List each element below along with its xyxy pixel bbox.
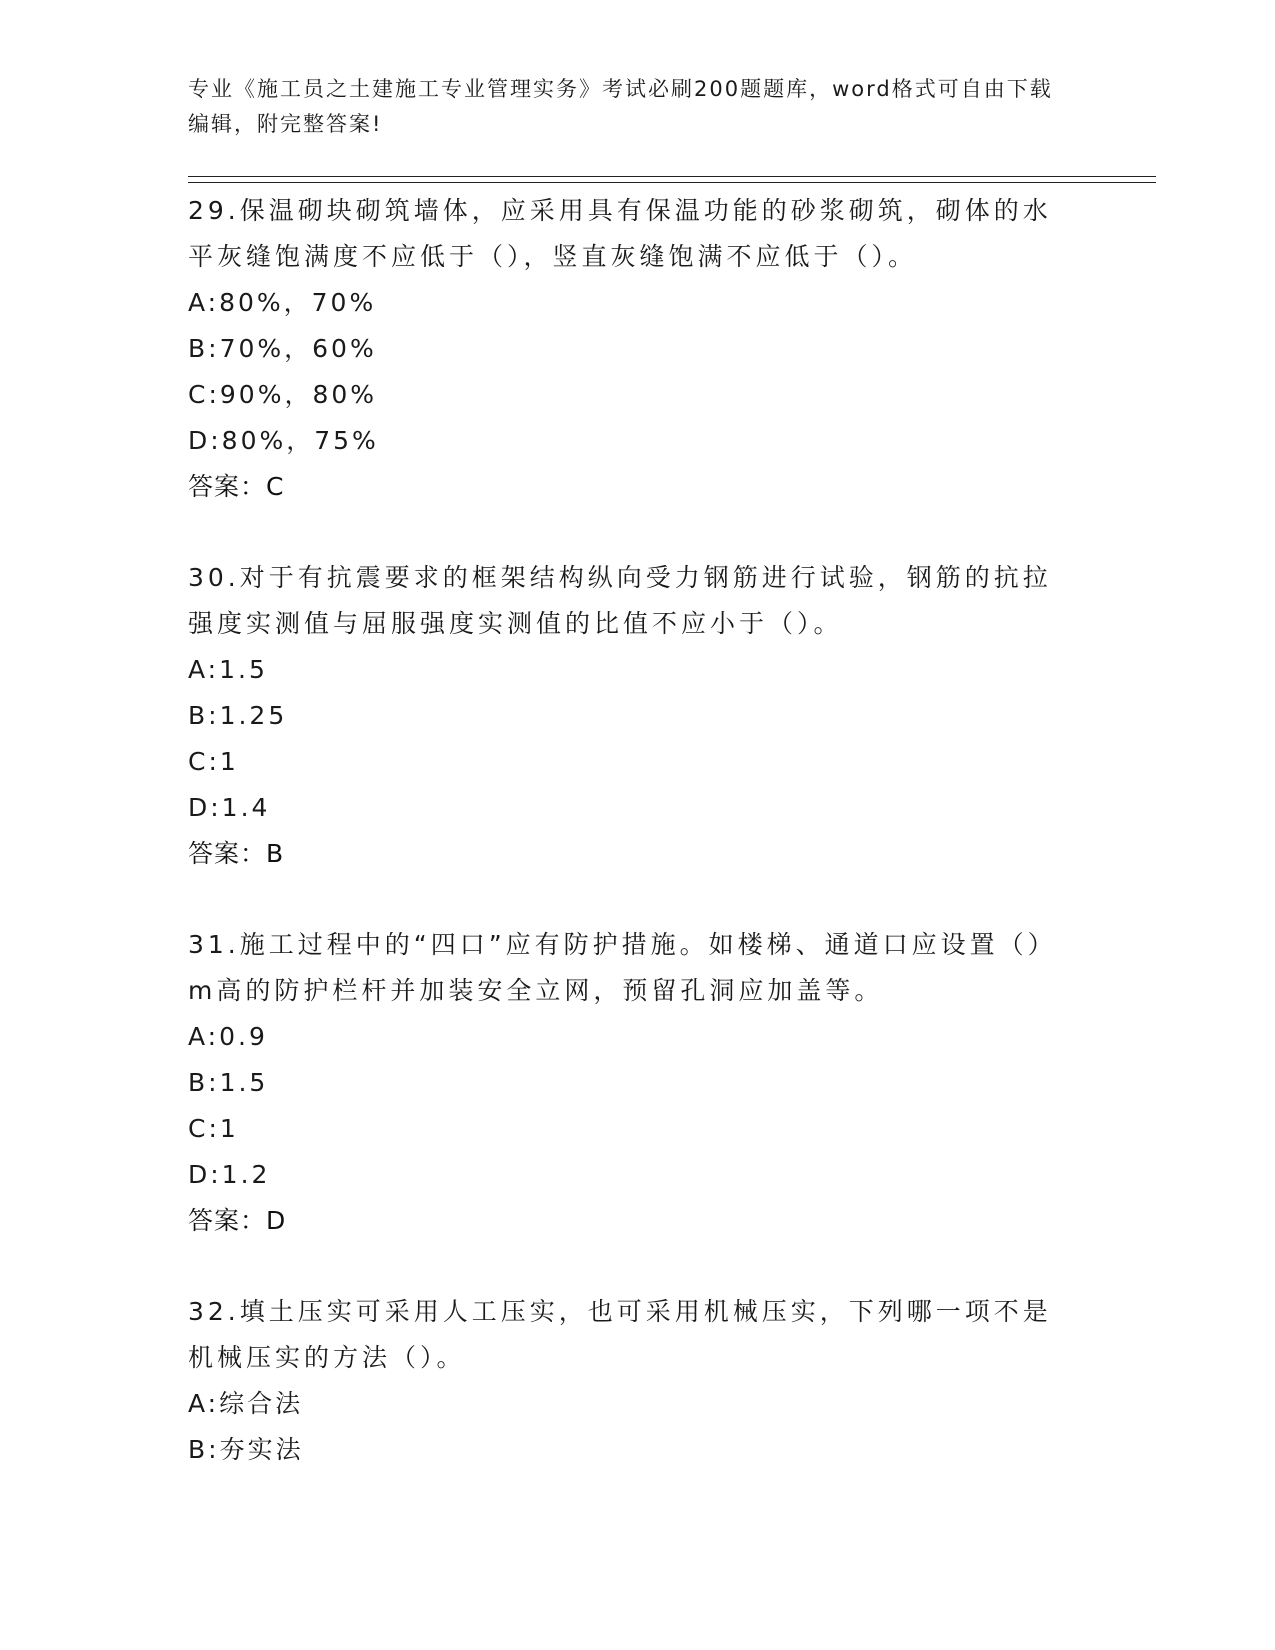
document-header: 专业《施工员之土建施工专业管理实务》考试必刷200题题库，word格式可自由下载编辑，附完整答案! <box>188 77 1053 136</box>
question-stem: 32.填土压实可采用人工压实，也可采用机械压实，下列哪一项不是机械压实的方法（）。 <box>188 1297 1052 1372</box>
header-divider-bottom <box>188 182 1156 183</box>
question-stem: 31.施工过程中的“四口”应有防护措施。如楼梯、通道口应设置（）m高的防护栏杆并加装安全立网，预留孔洞应加盖等。 <box>188 930 1057 1005</box>
answer-line: 答案：C <box>188 472 285 501</box>
answer-line: 答案：D <box>188 1206 287 1235</box>
option-a: A:综合法 <box>188 1389 304 1418</box>
option-b: B:1.25 <box>188 701 288 730</box>
question-30 <box>188 555 1088 877</box>
answer-line: 答案：B <box>188 839 285 868</box>
option-a: A:0.9 <box>188 1022 268 1051</box>
option-c: C:1 <box>188 1114 239 1143</box>
question-29 <box>188 188 1088 510</box>
option-c: C:90%，80% <box>188 380 378 409</box>
option-b: B:夯实法 <box>188 1435 304 1464</box>
option-d: D:1.2 <box>188 1160 271 1189</box>
option-b: B:70%，60% <box>188 334 377 363</box>
header-divider-top <box>188 176 1156 177</box>
option-a: A:80%，70% <box>188 288 377 317</box>
option-b: B:1.5 <box>188 1068 269 1097</box>
question-31 <box>188 922 1088 1244</box>
option-d: D:1.4 <box>188 793 271 822</box>
question-32 <box>188 1289 1088 1473</box>
question-stem: 29.保温砌块砌筑墙体，应采用具有保温功能的砂浆砌筑，砌体的水平灰缝饱满度不应低于（），竖直灰缝饱满不应低于（）。 <box>188 196 1052 271</box>
option-d: D:80%，75% <box>188 426 379 455</box>
question-stem: 30.对于有抗震要求的框架结构纵向受力钢筋进行试验，钢筋的抗拉强度实测值与屈服强度实测值的比值不应小于（）。 <box>188 563 1052 638</box>
option-c: C:1 <box>188 747 239 776</box>
option-a: A:1.5 <box>188 655 268 684</box>
